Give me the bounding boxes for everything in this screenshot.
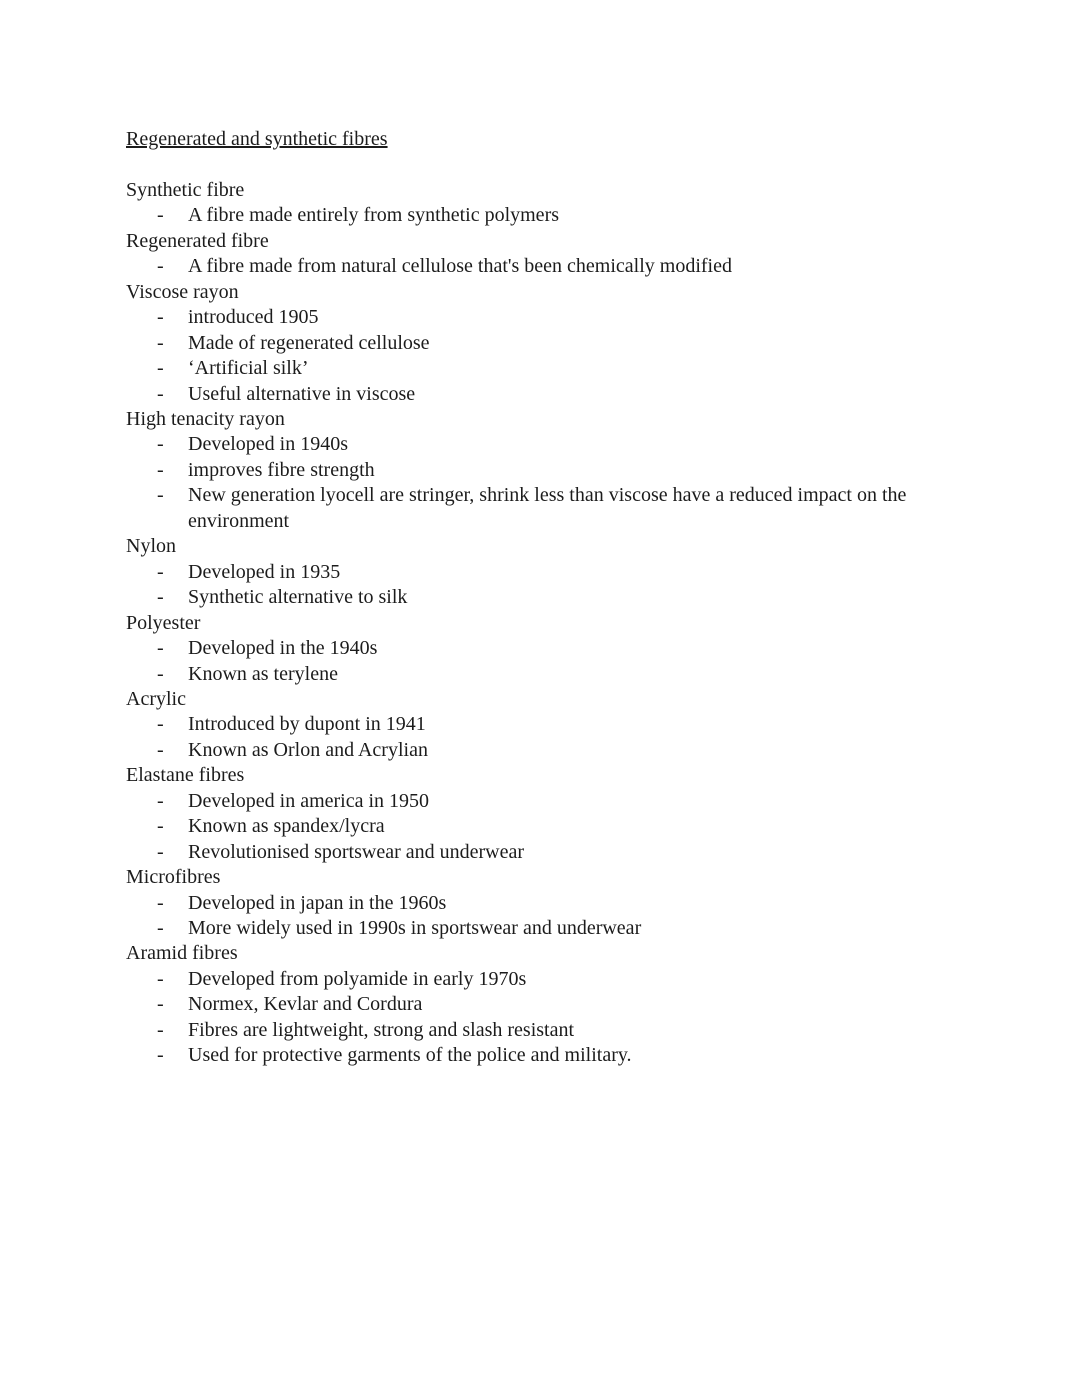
dash-bullet-marker: -	[157, 458, 164, 481]
bullet-item	[126, 1043, 953, 1068]
bullet-item	[126, 560, 953, 585]
fibre-section	[126, 611, 953, 687]
bullet-item	[126, 483, 953, 534]
fibre-section	[126, 763, 953, 865]
dash-bullet-marker: -	[157, 637, 164, 660]
dash-bullet-marker: -	[157, 586, 164, 609]
bullet-item	[126, 331, 953, 356]
section-heading: Synthetic fibre	[126, 178, 245, 201]
dash-bullet-marker: -	[157, 815, 164, 838]
bullet-list	[126, 789, 953, 865]
bullet-text: Normex, Kevlar and Cordura	[188, 993, 423, 1016]
fibre-section	[126, 534, 953, 610]
section-heading: Viscose rayon	[126, 280, 239, 303]
bullet-text: Known as Orlon and Acrylian	[188, 738, 428, 761]
bullet-text: Developed in 1935	[188, 560, 341, 583]
bullet-item	[126, 738, 953, 763]
document-body	[126, 178, 953, 1069]
bullet-item	[126, 305, 953, 330]
bullet-text: introduced 1905	[188, 306, 319, 329]
dash-bullet-marker: -	[157, 967, 164, 990]
bullet-text: Developed in japan in the 1960s	[188, 891, 447, 914]
dash-bullet-marker: -	[157, 662, 164, 685]
dash-bullet-marker: -	[157, 891, 164, 914]
dash-bullet-marker: -	[157, 306, 164, 329]
bullet-text: Known as terylene	[188, 662, 338, 685]
bullet-item	[126, 1018, 953, 1043]
bullet-item	[126, 203, 953, 228]
dash-bullet-marker: -	[157, 560, 164, 583]
bullet-item	[126, 814, 953, 839]
bullet-list	[126, 712, 953, 763]
bullet-text: Introduced by dupont in 1941	[188, 713, 426, 736]
fibre-section	[126, 687, 953, 763]
dash-bullet-marker: -	[157, 255, 164, 278]
section-heading: Microfibres	[126, 866, 221, 889]
dash-bullet-marker: -	[157, 204, 164, 227]
bullet-item	[126, 891, 953, 916]
fibre-section	[126, 941, 953, 1068]
bullet-item	[126, 712, 953, 737]
bullet-text: Developed in america in 1950	[188, 789, 430, 812]
bullet-list	[126, 636, 953, 687]
bullet-text: Revolutionised sportswear and underwear	[188, 840, 525, 863]
fibre-section	[126, 178, 953, 229]
bullet-item	[126, 432, 953, 457]
bullet-text: Known as spandex/lycra	[188, 815, 385, 838]
bullet-text: New generation lyocell are stringer, shrink less than viscose have a reduced impact on the environment	[188, 484, 907, 532]
bullet-text: Developed from polyamide in early 1970s	[188, 967, 527, 990]
bullet-item	[126, 356, 953, 381]
bullet-item	[126, 458, 953, 483]
bullet-list	[126, 560, 953, 611]
bullet-list	[126, 305, 953, 407]
bullet-text: improves fibre strength	[188, 458, 375, 481]
bullet-text: Used for protective garments of the police and military.	[188, 1044, 632, 1067]
bullet-list	[126, 254, 953, 279]
bullet-text: Developed in the 1940s	[188, 637, 378, 660]
bullet-text: Useful alternative in viscose	[188, 382, 416, 405]
section-heading: Regenerated fibre	[126, 229, 269, 252]
section-heading: Polyester	[126, 611, 201, 634]
bullet-item	[126, 254, 953, 279]
fibre-section	[126, 280, 953, 407]
document-title: Regenerated and synthetic fibres	[126, 128, 388, 150]
bullet-item	[126, 840, 953, 865]
dash-bullet-marker: -	[157, 433, 164, 456]
dash-bullet-marker: -	[157, 382, 164, 405]
dash-bullet-marker: -	[157, 484, 164, 507]
section-heading: Acrylic	[126, 687, 186, 710]
bullet-text: Fibres are lightweight, strong and slash resistant	[188, 1018, 575, 1041]
bullet-text: ‘Artificial silk’	[188, 357, 309, 380]
fibre-section	[126, 229, 953, 280]
dash-bullet-marker: -	[157, 713, 164, 736]
bullet-list	[126, 203, 953, 228]
bullet-text: A fibre made entirely from synthetic polymers	[188, 204, 560, 227]
dash-bullet-marker: -	[157, 1018, 164, 1041]
bullet-item	[126, 967, 953, 992]
bullet-item	[126, 662, 953, 687]
bullet-item	[126, 585, 953, 610]
bullet-item	[126, 916, 953, 941]
dash-bullet-marker: -	[157, 993, 164, 1016]
bullet-list	[126, 891, 953, 942]
dash-bullet-marker: -	[157, 331, 164, 354]
fibre-section	[126, 865, 953, 941]
dash-bullet-marker: -	[157, 357, 164, 380]
bullet-text: A fibre made from natural cellulose that's been chemically modified	[188, 255, 732, 278]
bullet-item	[126, 789, 953, 814]
section-heading: Elastane fibres	[126, 764, 245, 787]
fibre-section	[126, 407, 953, 534]
dash-bullet-marker: -	[157, 917, 164, 940]
section-heading: Aramid fibres	[126, 942, 238, 965]
bullet-text: Made of regenerated cellulose	[188, 331, 430, 354]
bullet-text: Synthetic alternative to silk	[188, 586, 408, 609]
dash-bullet-marker: -	[157, 738, 164, 761]
section-heading: Nylon	[126, 535, 176, 558]
bullet-item	[126, 382, 953, 407]
dash-bullet-marker: -	[157, 840, 164, 863]
bullet-text: Developed in 1940s	[188, 433, 348, 456]
title-spacer	[126, 152, 953, 177]
dash-bullet-marker: -	[157, 1044, 164, 1067]
section-heading: High tenacity rayon	[126, 407, 285, 430]
dash-bullet-marker: -	[157, 789, 164, 812]
bullet-text: More widely used in 1990s in sportswear and underwear	[188, 917, 642, 940]
bullet-list	[126, 967, 953, 1069]
bullet-item	[126, 636, 953, 661]
bullet-list	[126, 432, 953, 534]
bullet-item	[126, 992, 953, 1017]
